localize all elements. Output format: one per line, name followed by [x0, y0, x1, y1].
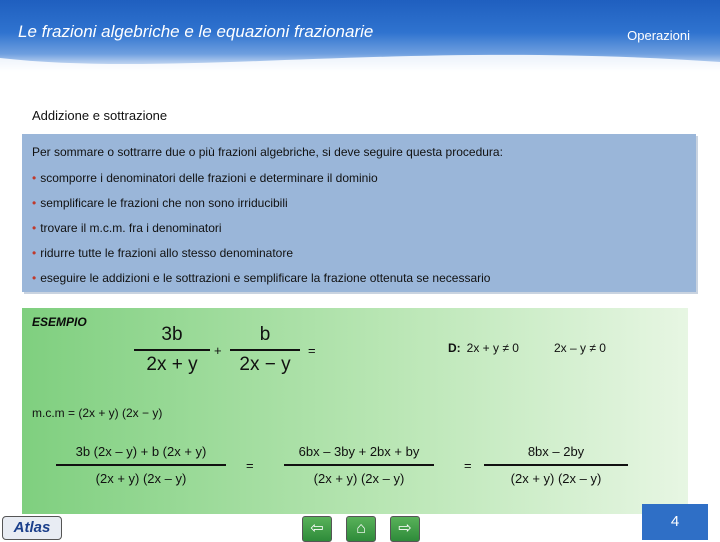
- fraction-first: [134, 324, 210, 376]
- bullet-icon: •: [32, 171, 37, 185]
- home-button[interactable]: [346, 516, 376, 542]
- fraction-bar: [134, 349, 210, 351]
- bullet-icon: •: [32, 271, 37, 285]
- procedure-step: • semplificare le frazioni che non sono irriducibili: [32, 196, 288, 210]
- page-number: 4: [642, 504, 708, 540]
- page-title: Le frazioni algebriche e le equazioni frazionarie: [18, 22, 374, 41]
- procedure-step: • ridurre tutte le frazioni allo stesso denominatore: [32, 246, 293, 260]
- domain-label: D:: [448, 341, 461, 355]
- equals-sign: =: [308, 343, 316, 358]
- procedure-step: • scomporre i denominatori delle frazioni e determinare il dominio: [32, 171, 378, 185]
- example-box: [22, 308, 688, 514]
- section-name: Operazioni: [627, 28, 690, 43]
- arrow-left-icon: ⇦: [310, 520, 324, 537]
- section-subtitle: Addizione e sottrazione: [32, 108, 168, 123]
- fraction-bar: [230, 349, 300, 351]
- fraction-denominator: (2x + y) (2x – y): [510, 470, 602, 486]
- equals-sign: =: [464, 458, 472, 473]
- fraction-step3: [484, 444, 628, 486]
- bullet-icon: •: [32, 196, 37, 210]
- fraction-numerator: 3b: [161, 324, 183, 345]
- fraction-step1: [56, 444, 226, 486]
- fraction-denominator: 2x − y: [239, 353, 291, 375]
- fraction-bar: [56, 464, 226, 466]
- mcm-line: m.c.m = (2x + y) (2x − y): [32, 406, 163, 420]
- fraction-bar: [284, 464, 434, 466]
- fraction-bar: [484, 464, 628, 466]
- arrow-right-icon: ⇨: [398, 520, 412, 537]
- fraction-numerator: 3b (2x – y) + b (2x + y): [75, 444, 207, 459]
- fraction-denominator: (2x + y) (2x – y): [95, 470, 187, 486]
- fraction-step2: [284, 444, 434, 486]
- domain-condition-2: 2x – y ≠ 0: [554, 341, 606, 355]
- fraction-denominator: (2x + y) (2x – y): [313, 470, 405, 486]
- procedure-intro: Per sommare o sottrarre due o più frazioni algebriche, si deve seguire questa procedura:: [32, 145, 503, 159]
- next-button[interactable]: [390, 516, 420, 542]
- prev-button[interactable]: [302, 516, 332, 542]
- procedure-box: [22, 134, 696, 292]
- equals-sign: =: [246, 458, 254, 473]
- domain-condition: D: 2x + y ≠ 0: [448, 341, 519, 355]
- bullet-icon: •: [32, 246, 37, 260]
- fraction-second: [230, 324, 300, 376]
- fraction-denominator: 2x + y: [146, 353, 198, 375]
- fraction-numerator: 8bx – 2by: [527, 444, 585, 459]
- header-bar: [0, 0, 720, 72]
- atlas-logo: Atlas: [2, 516, 62, 540]
- bullet-icon: •: [32, 221, 37, 235]
- procedure-step: • eseguire le addizioni e le sottrazioni e semplificare la frazione ottenuta se necessario: [32, 271, 491, 285]
- home-icon: ⌂: [356, 520, 366, 537]
- plus-sign: +: [214, 343, 222, 358]
- fraction-numerator: 6bx – 3by + 2bx + by: [298, 444, 420, 459]
- example-label: ESEMPIO: [32, 315, 87, 329]
- procedure-step: • trovare il m.c.m. fra i denominatori: [32, 221, 222, 235]
- fraction-numerator: b: [259, 324, 271, 345]
- header-wave: [0, 40, 720, 80]
